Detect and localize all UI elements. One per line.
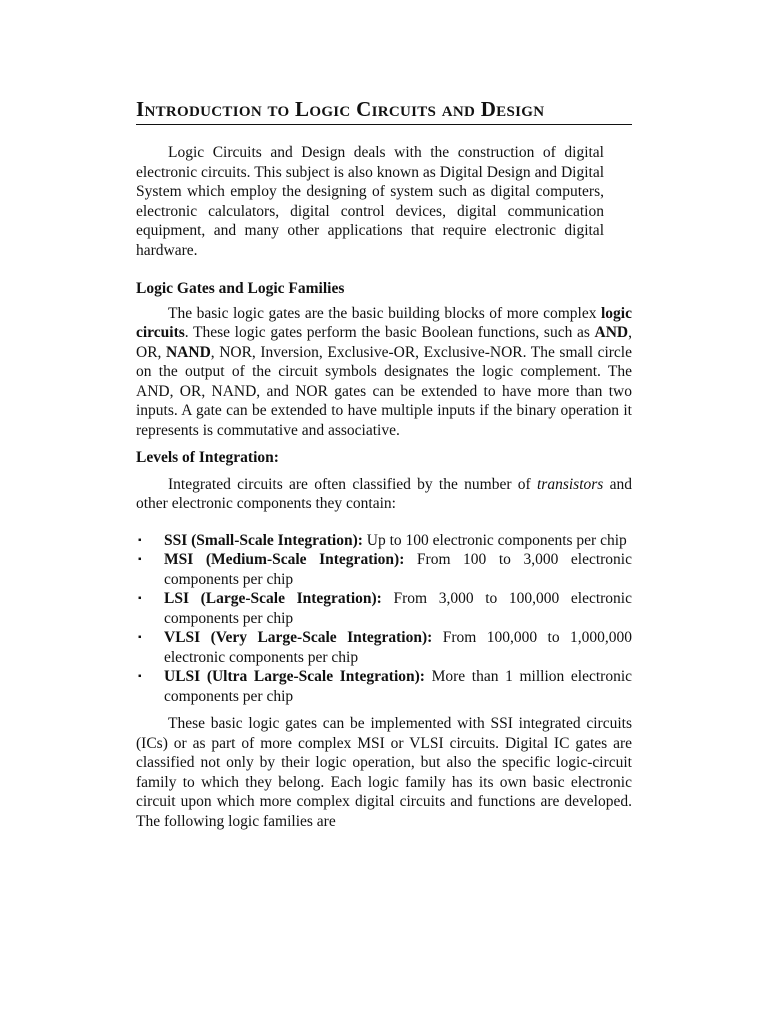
- list-item-desc: From 100 to 3,000 electronic components per chip: [164, 551, 632, 588]
- list-item-desc: More than 1 million electronic components per chip: [164, 668, 633, 705]
- list-item-desc: From 3,000 to 100,000 electronic components per chip: [164, 590, 632, 627]
- section-heading-levels: Levels of Integration:: [136, 449, 279, 466]
- intro-paragraph: Logic Circuits and Design deals with the construction of digital electronic circuits. This subject is also known as Digital Design and Digital System which employ the designing of system such as digital computers, electronic calculators, digital control devices, digital communication equipment, and many other applications that require electronic digital hardware.: [136, 144, 604, 259]
- bullet-icon: ▪: [138, 593, 142, 604]
- page-title: Introduction to Logic Circuits and Design: [136, 96, 632, 125]
- list-item: [136, 550, 632, 589]
- list-item-term: VLSI (Very Large-Scale Integration):: [164, 629, 433, 646]
- list-item-desc: Up to 100 electronic components per chip: [362, 531, 627, 549]
- list-item: [136, 531, 632, 551]
- list-item-term: MSI (Medium-Scale Integration):: [164, 551, 405, 568]
- text-run: Integrated circuits are often classified by the number of: [168, 475, 537, 493]
- logic-gates-paragraph: [136, 304, 632, 441]
- bullet-icon: ▪: [138, 632, 142, 643]
- section-heading-logic-gates: Logic Gates and Logic Families: [136, 280, 345, 297]
- text-run: . These logic gates perform the basic Boolean functions, such as: [184, 324, 595, 341]
- list-item: [136, 628, 632, 667]
- list-item-term: LSI (Large-Scale Integration):: [164, 590, 382, 607]
- text-run: The basic logic gates are the basic building blocks of more complex: [168, 304, 601, 322]
- list-item: [136, 589, 632, 628]
- italic-term-transistors: transistors: [536, 475, 604, 493]
- list-item: [136, 667, 632, 706]
- final-paragraph: These basic logic gates can be implemented with SSI integrated circuits (ICs) or as part of more complex MSI or VLSI circuits. Digital IC gates are classified not only by their logic operation, but also the specific logic-circuit family to which they belong. Each logic family has its own basic electronic circuit upon which more complex digital circuits and functions are developed. The following logic families are: [136, 715, 632, 830]
- text-run: , NOR, Inversion, Exclusive-OR, Exclusive-NOR. The small circle on the output of the circuit symbols designates the logic complement. The AND, OR, NAND, and NOR gates can be extended to have more than two inputs. A gate can be extended to have multiple inputs if the binary operation it represents is commutative and associative.: [136, 343, 632, 439]
- text-run: , OR,: [136, 324, 632, 361]
- bold-term-logic-circuits: logic circuits: [136, 304, 632, 341]
- bold-term-nand: NAND: [165, 343, 211, 361]
- list-item-desc: From 100,000 to 1,000,000 electronic components per chip: [164, 629, 632, 666]
- bullet-icon: ▪: [138, 534, 142, 546]
- list-item-term: SSI (Small-Scale Integration):: [164, 531, 363, 549]
- list-item-term: ULSI (Ultra Large-Scale Integration):: [164, 668, 425, 685]
- levels-paragraph: [136, 475, 632, 514]
- bullet-icon: ▪: [138, 671, 142, 682]
- bullet-icon: ▪: [138, 554, 142, 565]
- text-run: and other electronic components they contain:: [136, 475, 632, 512]
- integration-levels-list: [136, 531, 632, 707]
- document-page: [136, 96, 632, 831]
- bold-term-and: AND: [594, 324, 629, 341]
